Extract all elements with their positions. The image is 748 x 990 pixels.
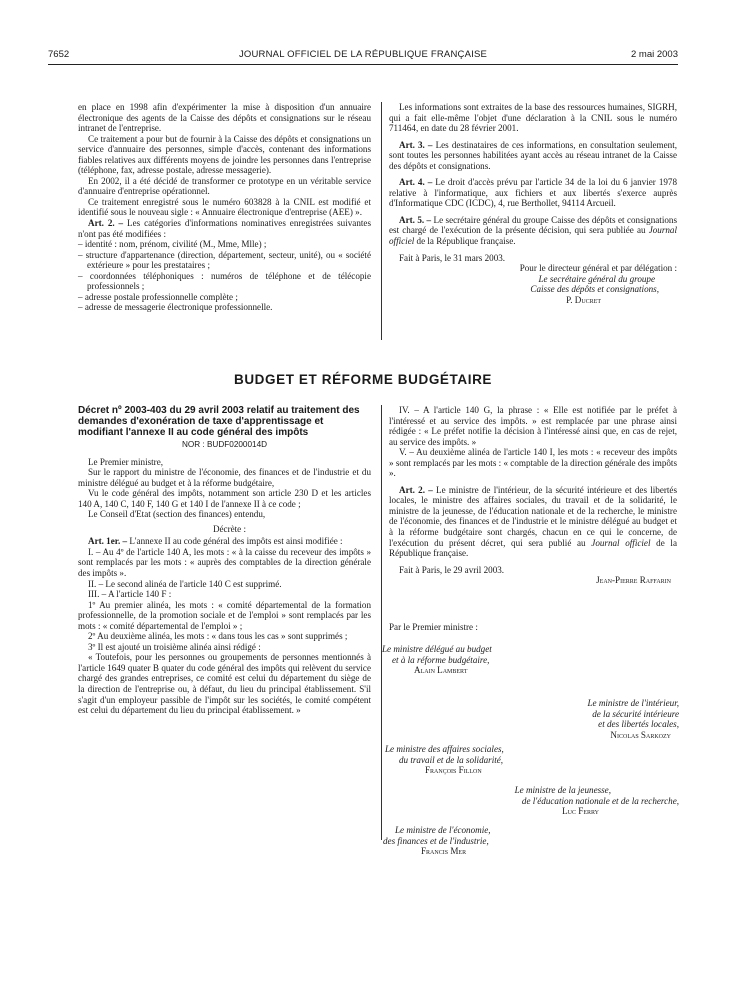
column-divider-bottom (381, 405, 382, 840)
decree-title: Décret nº 2003-403 du 29 avril 2003 relatif au traitement des demandes d'exonération de taxe d'apprentissage et modifiant l'annexe II au code général des impôts (78, 405, 360, 438)
signature-for: Pour le directeur général et par délégation : (519, 263, 677, 274)
article-text: Les catégories d'informations nominatives enregistrées suivantes n'ont pas été modifiées : (78, 218, 371, 239)
paragraph: III. – A l'article 140 F : (88, 589, 172, 600)
pm-by: Par le Premier ministre : (389, 622, 478, 632)
journal-name: Journal officiel (591, 537, 651, 548)
article-text: Le droit d'accès prévu par l'article 34 de la loi du 6 janvier 1978 relative à l'informatique, aux fichiers et aux libertés s'exerce auprès d'Informatique CDC (ICDC), 4, rue Berthollet, 94114 Arcueil. (389, 177, 678, 209)
list-item: – structure d'appartenance (direction, département, secteur, unité), ou « société extérieure » pour les prestataires ; (78, 249, 371, 271)
paragraph: Ce traitement a pour but de fournir à la Caisse des dépôts et consignations un service d'annuaire des personnes, simple d'accès, contenant des informations fiables relatives aux différents moyens de joindre les personnes dans l'entreprise (téléphone, fax, adresse postale, adresse messagerie). (78, 133, 371, 176)
done-at: Fait à Paris, le 29 avril 2003. (399, 564, 505, 575)
nor-reference: NOR : BUDF0200014D (181, 440, 268, 449)
pm-name: Jean-Pierre Raffarin (596, 575, 671, 586)
article-label: Art. 1er. – (88, 536, 128, 547)
list-item: – adresse de messagerie électronique professionnelle. (78, 302, 273, 313)
paragraph: 3º Il est ajouté un troisième alinéa ainsi rédigé : (88, 641, 261, 652)
signature-name: Francis Mer (421, 846, 467, 857)
paragraph: IV. – A l'article 140 G, la phrase : « Elle est notifiée par le préfet à l'intéressé et au service des impôts. » est remplacée par une phrase ainsi rédigée : « Le préfet notifie la décision à l'intéressé ainsi que, en cas de rejet, au service des impôts. » (389, 405, 677, 447)
signature-role: Caisse des dépôts et consignations, (530, 284, 659, 295)
issue-date: 2 mai 2003 (630, 49, 678, 60)
signature-role: des finances et de l'industrie, (383, 835, 489, 846)
paragraph: en place en 1998 afin d'expérimenter la mise à disposition d'un annuaire électronique des agents de la Caisse des dépôts et consignations sur le réseau intranet de l'entreprise. (78, 102, 371, 134)
paragraph: Vu le code général des impôts, notamment son article 230 D et les articles 140 A, 140 C, 140 F, 140 G et 140 I de l'annexe II à ce code ; (78, 488, 371, 509)
signature-4 (419, 785, 679, 817)
signature-role: Le secrétaire général du groupe (538, 273, 655, 284)
page-header (48, 47, 678, 63)
signature-role: de la sécurité intérieure (592, 708, 679, 719)
article-label: Art. 5. – (399, 214, 432, 225)
top-left-column (78, 102, 371, 313)
list-item: – identité : nom, prénom, civilité (M., Mme, Mlle) ; (78, 239, 267, 250)
paragraph: 2º Au deuxième alinéa, les mots : « dans tous les cas » sont supprimés ; (88, 631, 348, 642)
page-number: 7652 (48, 49, 70, 60)
header-rule (48, 64, 678, 65)
article-4 (389, 177, 677, 209)
article-2 (389, 485, 677, 559)
article-text: de la République française. (389, 537, 677, 559)
signature-role: du travail et de la solidarité, (399, 754, 504, 765)
paragraph: « Toutefois, pour les personnes ou groupements de personnes mentionnés à l'article 1649 quater B quater du code général des impôts qui relèvent du service chargé des grandes entreprises, ce comité est celui du département du siège de la direction de l'entreprise ou, à défaut, du lieu du principal établissement. S'il s'agit d'un employeur passible de l'impôt sur les sociétés, le comité compétent est celui du département du lieu du principal établissement. » (78, 652, 371, 716)
article-text: L'annexe II au code général des impôts est ainsi modifiée : (127, 536, 343, 547)
article-label: Art. 3. – (399, 139, 433, 150)
top-right-column (389, 102, 677, 305)
article-text: Le ministre de l'intérieur, de la sécurité intérieure et des libertés locales, le ministre des affaires sociales, du travail et de la solidarité, le ministre de la jeunesse, de l'éducation nationale et de la recherche, le ministre de l'économie, des finances et de l'industrie et le ministre délégué au budget et à la réforme budgétaire sont chargés, chacun en ce qui le concerne, de l'exécution du présent décret, qui sera publié au (389, 484, 677, 548)
categories-list (78, 239, 371, 313)
paragraph: Sur le rapport du ministre de l'économie, des finances et de l'industrie et du ministre délégué au budget et à la réforme budgétaire, (78, 467, 371, 488)
article-text: Le secrétaire général du groupe Caisse des dépôts et consignations est chargé de l'exécution de la présente décision, qui sera publiée au (389, 214, 677, 236)
paragraph: Les informations sont extraites de la base des ressources humaines, SIGRH, qui a fait elle-même l'objet d'une déclaration à la CNIL sous le numéro 711464, en date du 28 février 2001. (389, 102, 677, 134)
article-label: Art. 2. – (88, 218, 124, 229)
article-text: de la République française. (414, 236, 516, 247)
signature-1 (382, 644, 562, 676)
article-5 (389, 215, 677, 247)
paragraph: En 2002, il a été décidé de transformer ce prototype en un véritable service d'annuaire d'entreprise opérationnel. (78, 175, 371, 197)
journal-title: JOURNAL OFFICIEL DE LA RÉPUBLIQUE FRANÇAISE (238, 49, 488, 60)
paragraph: Le Conseil d'Etat (section des finances) entendu, (88, 509, 266, 520)
decree-left-column (78, 405, 371, 716)
paragraph: Le Premier ministre, (88, 456, 164, 467)
signature-name: Luc Ferry (562, 806, 599, 817)
article-3 (389, 140, 677, 172)
done-at: Fait à Paris, le 31 mars 2003. (399, 252, 506, 263)
signature-role: Le ministre de l'économie, (395, 825, 491, 835)
signature-name: Nicolas Sarkozy (610, 729, 671, 740)
signature-3 (385, 744, 585, 776)
signature-name: François Fillon (425, 765, 482, 776)
list-item: – adresse postale professionnelle complète ; (78, 291, 238, 302)
article-text: Les destinataires de ces informations, en consultation seulement, sont toutes les personnes habilitées ayant accès au réseau intranet de la Caisse des dépôts et consignations. (389, 139, 677, 171)
signature-role: Le ministre de la jeunesse, (514, 785, 611, 795)
column-divider-top (381, 102, 382, 340)
paragraph: Ce traitement enregistré sous le numéro 603828 à la CNIL est modifié et identifié sous le nouveau sigle : « Annuaire électronique d'entreprise (AEE) ». (78, 196, 371, 218)
signature-name: P. Ducret (566, 294, 601, 305)
article-label: Art. 4. – (399, 177, 433, 188)
signature-role: de l'éducation nationale et de la recherche, (521, 795, 679, 806)
article-label: Art. 2. – (399, 484, 433, 495)
paragraph: I. – Au 4º de l'article 140 A, les mots : « à la caisse du receveur des impôts » sont remplacés par les mots : « auprès des comptables de la direction générale des impôts ». (78, 546, 371, 579)
signature-5 (383, 825, 583, 857)
paragraph: II. – Le second alinéa de l'article 140 C est supprimé. (88, 578, 282, 589)
signature-role: Le ministre délégué au budget (382, 644, 492, 654)
signature-name: Alain Lambert (414, 665, 468, 676)
decrete: Décrète : (212, 523, 247, 534)
list-item: – coordonnées téléphoniques : numéros de téléphone et de télécopie professionnels ; (78, 270, 371, 292)
journal-name: Journal officiel (389, 225, 677, 247)
section-title: BUDGET ET RÉFORME BUDGÉTAIRE (233, 372, 493, 387)
decree-right-column (389, 405, 677, 586)
signature-role: Le ministre des affaires sociales, (385, 744, 504, 754)
signature-role: Le ministre de l'intérieur, (587, 698, 679, 708)
signature-block (389, 263, 677, 305)
signature-role: et à la réforme budgétaire, (392, 654, 490, 665)
signature-2 (479, 698, 679, 740)
article-1 (78, 536, 371, 547)
paragraph: 1º Au premier alinéa, les mots : « comité départemental de la formation professionnelle, de la promotion sociale et de l'emploi » sont remplacés par les mots : « comité départemental de l'emploi » ; (78, 599, 371, 631)
signature-role: et des libertés locales, (598, 719, 679, 730)
article-2 (78, 218, 371, 239)
paragraph: V. – Au deuxième alinéa de l'article 140 I, les mots : « receveur des impôts » sont remplacés par les mots : « comptable de la direction générale des impôts ». (389, 447, 677, 479)
